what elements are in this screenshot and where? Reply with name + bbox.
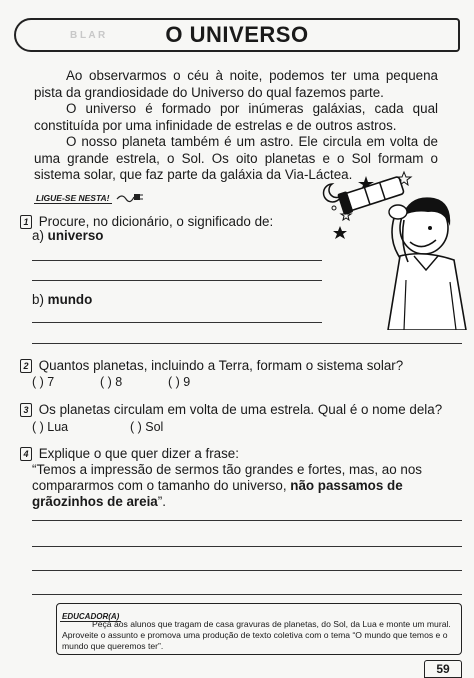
intro-paragraph-1: Ao observarmos o céu à noite, podemos ter uma pequena pista da grandiosidade do Universo do qual fazemos parte. (34, 68, 438, 100)
answer-line-1b-1[interactable] (32, 322, 322, 323)
answer-line-4-1[interactable] (32, 520, 462, 521)
educator-label: EDUCADOR(A) (62, 612, 120, 621)
question-2-option-7[interactable]: ( ) 7 (32, 375, 55, 389)
question-4-quote-start: “Temos a impressão de sermos tão grandes e fortes, mas, ao nos compararmos com o tamanho do universo, (32, 462, 422, 493)
question-4 (20, 446, 239, 462)
answer-line-1a-2[interactable] (32, 280, 322, 281)
answer-line-4-3[interactable] (32, 570, 462, 571)
question-4-quote-end: ”. (157, 494, 166, 509)
question-2-option-8[interactable]: ( ) 8 (100, 375, 123, 389)
question-3-text: Os planetas circulam em volta de uma estrela. Qual é o nome dela? (38, 402, 443, 417)
page-title: O UNIVERSO (165, 22, 309, 47)
question-2-number: 2 (20, 359, 32, 373)
question-1a-word: universo (47, 228, 104, 243)
bleed-through-text: B L A R (70, 30, 106, 41)
question-2 (20, 358, 403, 374)
question-3-option-sol[interactable]: ( ) Sol (130, 420, 164, 434)
question-1-text: Procure, no dicionário, o significado de: (38, 214, 274, 229)
question-4-text: Explique o que quer dizer a frase: (38, 446, 239, 461)
page-number: 59 (424, 660, 462, 678)
question-2-option-9[interactable]: ( ) 9 (168, 375, 191, 389)
question-1a-label: a) (32, 228, 44, 243)
question-1b (32, 292, 92, 307)
answer-line-1a-1[interactable] (32, 260, 322, 261)
question-3-option-lua[interactable]: ( ) Lua (32, 420, 69, 434)
question-3-number: 3 (20, 403, 32, 417)
link-tag (34, 188, 144, 206)
intro-paragraph-2: O universo é formado por inúmeras galáxias, cada qual constituída por uma infinidade de estrelas e de outros astros. (34, 101, 438, 133)
intro-text (34, 68, 438, 184)
question-1b-word: mundo (47, 292, 93, 307)
question-4-quote-bold: não passamos de grãozinhos de areia (32, 478, 403, 509)
question-4-number: 4 (20, 447, 32, 461)
question-1a (32, 228, 103, 243)
boy-with-telescope-illustration (318, 170, 468, 330)
answer-line-1b-2[interactable] (32, 343, 462, 344)
intro-paragraph-3: O nosso planeta também é um astro. Ele circula em volta de uma grande estrela, o Sol. Os oito planetas e o Sol formam o sistema solar, que faz parte da galáxia da Via-Láctea. (34, 134, 438, 182)
question-2-text: Quantos planetas, incluindo a Terra, formam o sistema solar? (38, 358, 404, 373)
educator-note-text: Peça aos alunos que tragam de casa gravuras de planetas, do Sol, da Lua e monte um mural. Aproveite o assunto e promova uma produção de texto coletiva com o tema “O mundo que temos e o mundo que queremos ter”. (62, 619, 451, 651)
plug-icon (116, 191, 144, 203)
question-1b-label: b) (32, 292, 44, 307)
question-3 (20, 402, 442, 418)
answer-line-4-4[interactable] (32, 594, 462, 595)
answer-line-4-2[interactable] (32, 546, 462, 547)
question-4-quote (32, 462, 462, 510)
link-tag-label: LIGUE-SE NESTA! (36, 193, 110, 203)
question-1-number: 1 (20, 215, 32, 229)
